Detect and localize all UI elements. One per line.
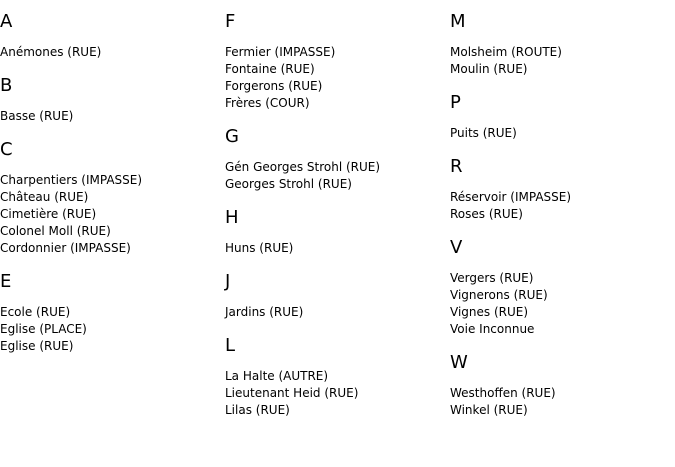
street-list [225,159,450,193]
street-link[interactable]: Vergers (RUE) [450,271,534,285]
street-list [0,172,225,257]
letter-heading: G [225,126,239,147]
letter-group [0,272,225,355]
street-link[interactable]: Eglise (PLACE) [0,322,87,336]
index-column [450,0,675,419]
letter-group [450,353,675,419]
letter-heading: V [450,237,463,258]
street-link[interactable]: Eglise (RUE) [0,339,74,353]
street-list [0,304,225,355]
street-link[interactable]: Voie Inconnue [450,322,535,336]
street-link[interactable]: Anémones (RUE) [0,45,102,59]
letter-group [0,76,225,125]
street-link[interactable]: Molsheim (ROUTE) [450,45,562,59]
letter-group [450,238,675,338]
street-link[interactable]: Roses (RUE) [450,207,523,221]
street-link[interactable]: Château (RUE) [0,190,89,204]
letter-group [225,127,450,193]
letter-heading: R [450,156,463,177]
letter-heading: M [450,11,466,32]
letter-heading: F [225,11,236,32]
letter-group [450,157,675,223]
street-link[interactable]: Frères (COUR) [225,96,310,110]
street-list [225,44,450,112]
letter-heading: C [0,139,13,160]
street-link[interactable]: Forgerons (RUE) [225,79,323,93]
street-link[interactable]: Vignerons (RUE) [450,288,548,302]
street-list [0,44,225,61]
letter-heading: L [225,335,236,356]
street-link[interactable]: Lieutenant Heid (RUE) [225,386,359,400]
street-list [450,44,675,78]
letter-group [0,140,225,257]
letter-group [225,336,450,419]
street-list [450,125,675,142]
letter-heading: J [225,271,231,292]
street-list [225,368,450,419]
street-link[interactable]: Georges Strohl (RUE) [225,177,352,191]
street-link[interactable]: Jardins (RUE) [225,305,304,319]
letter-group [450,93,675,142]
street-list [225,304,450,321]
street-list [450,189,675,223]
street-link[interactable]: Gén Georges Strohl (RUE) [225,160,381,174]
street-link[interactable]: Lilas (RUE) [225,403,290,417]
street-link[interactable]: Fontaine (RUE) [225,62,315,76]
street-link[interactable]: Ecole (RUE) [0,305,71,319]
letter-group [225,272,450,321]
letter-group [225,208,450,257]
letter-heading: W [450,352,468,373]
street-link[interactable]: Huns (RUE) [225,241,294,255]
street-link[interactable]: Cimetière (RUE) [0,207,97,221]
letter-heading: H [225,207,239,228]
street-list [0,108,225,125]
letter-heading: P [450,92,461,113]
street-link[interactable]: Puits (RUE) [450,126,517,140]
index-column [0,0,225,355]
street-list [450,270,675,338]
street-list [225,240,450,257]
street-link[interactable]: Charpentiers (IMPASSE) [0,173,143,187]
letter-heading: B [0,75,13,96]
letter-heading: E [0,271,12,292]
street-link[interactable]: Basse (RUE) [0,109,74,123]
letter-group [225,12,450,112]
letter-heading: A [0,11,13,32]
street-link[interactable]: Westhoffen (RUE) [450,386,556,400]
street-list [450,385,675,419]
street-link[interactable]: Fermier (IMPASSE) [225,45,336,59]
street-link[interactable]: Cordonnier (IMPASSE) [0,241,131,255]
letter-group [0,12,225,61]
street-link[interactable]: Winkel (RUE) [450,403,528,417]
letter-group [450,12,675,78]
street-link[interactable]: Réservoir (IMPASSE) [450,190,572,204]
street-link[interactable]: Moulin (RUE) [450,62,528,76]
index-column [225,0,450,419]
street-link[interactable]: La Halte (AUTRE) [225,369,329,383]
street-link[interactable]: Colonel Moll (RUE) [0,224,111,238]
street-link[interactable]: Vignes (RUE) [450,305,529,319]
